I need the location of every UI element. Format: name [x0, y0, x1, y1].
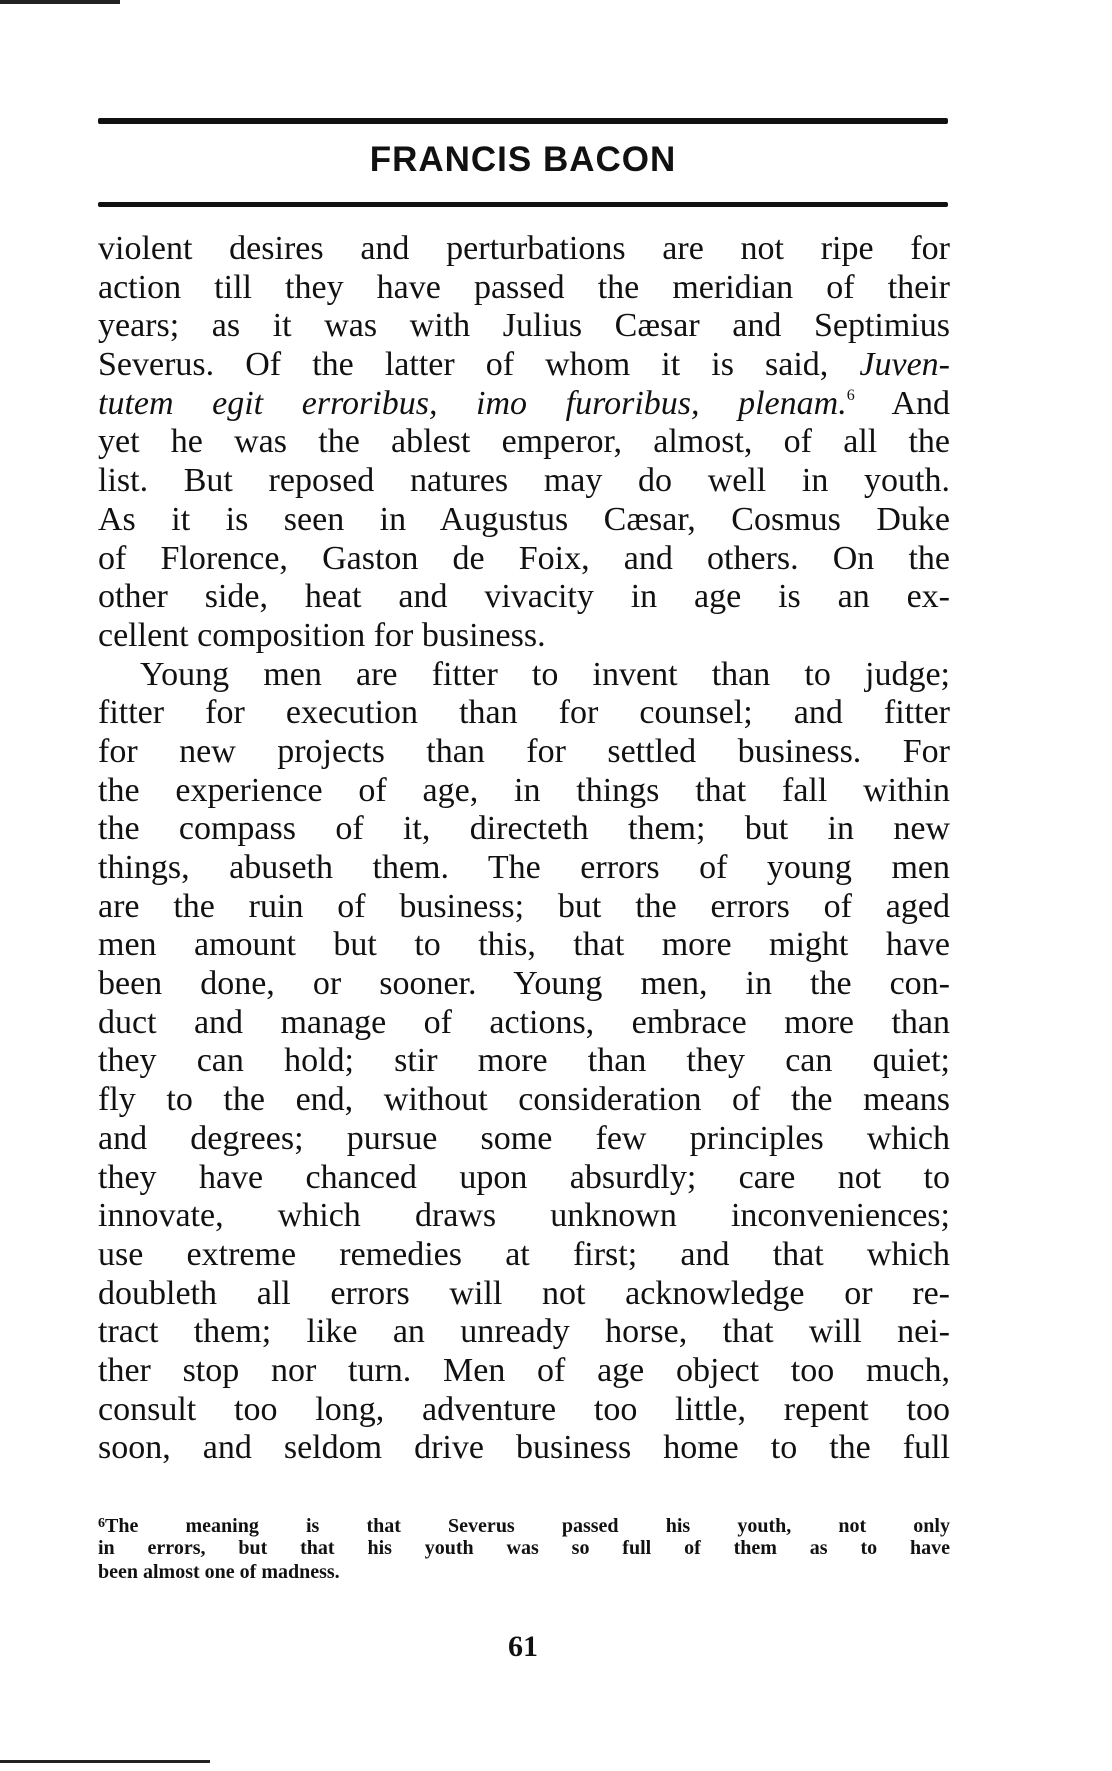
- text-line: other side, heat and vivacity in age is an ex-: [98, 578, 950, 616]
- latin-quote: Juven-: [859, 346, 951, 384]
- scan-edge-mark-bottom: [0, 1760, 210, 1763]
- text-line: duct and manage of actions, embrace more than: [98, 1003, 950, 1041]
- text-segment: And: [891, 384, 951, 422]
- text-line: the compass of it, directeth them; but in new: [98, 810, 950, 848]
- text-line: soon, and seldom drive business home to the full: [98, 1429, 950, 1467]
- text-line: [98, 346, 950, 385]
- text-line: for new projects than for settled business. For: [98, 732, 950, 770]
- text-line: cellent composition for business.: [98, 616, 546, 654]
- text-line: the experience of age, in things that fall within: [98, 771, 950, 809]
- footnote-line: [98, 1512, 950, 1536]
- header-rule-bottom: [98, 202, 948, 207]
- running-head: FRANCIS BACON: [369, 140, 677, 179]
- text-line: are the ruin of business; but the errors of aged: [98, 887, 950, 925]
- scan-edge-mark-top: [0, 0, 120, 4]
- text-line: list. But reposed natures may do well in youth.: [98, 462, 950, 500]
- footnote: [98, 1512, 950, 1584]
- body-text: [98, 230, 950, 1468]
- text-line: of Florence, Gaston de Foix, and others. On the: [98, 539, 950, 577]
- latin-quote: tutem egit erroribus, imo furoribus, plenam.: [98, 384, 847, 422]
- text-line: use extreme remedies at first; and that which: [98, 1235, 950, 1273]
- text-line: ther stop nor turn. Men of age object too much,: [98, 1351, 950, 1389]
- text-line: men amount but to this, that more might have: [98, 926, 950, 964]
- text-line: yet he was the ablest emperor, almost, of all the: [98, 423, 950, 461]
- text-line: doubleth all errors will not acknowledge or re-: [98, 1274, 950, 1312]
- text-line: consult too long, adventure too little, repent too: [98, 1390, 950, 1428]
- footnote-mark: 6: [98, 1516, 105, 1531]
- footnote-line: in errors, but that his youth was so full of them as to have: [98, 1537, 950, 1559]
- text-line: action till they have passed the meridian of their: [98, 268, 950, 306]
- footnote-reference: 6: [846, 386, 855, 404]
- footnote-line: been almost one of madness.: [98, 1561, 340, 1583]
- text-line: they have chanced upon absurdly; care not to: [98, 1158, 950, 1196]
- text-line: innovate, which draws unknown inconveniences;: [98, 1197, 950, 1235]
- header-rule-top: [98, 118, 948, 124]
- text-line: tract them; like an unready horse, that will nei-: [98, 1313, 950, 1351]
- text-line: they can hold; stir more than they can quiet;: [98, 1042, 950, 1080]
- text-line: fitter for execution than for counsel; and fitter: [98, 694, 950, 732]
- text-line: violent desires and perturbations are not ripe for: [98, 230, 950, 267]
- page-number: 61: [508, 1630, 538, 1663]
- paragraph-first-line: Young men are fitter to invent than to judge;: [140, 655, 950, 693]
- text-line: things, abuseth them. The errors of young men: [98, 849, 950, 886]
- text-line: and degrees; pursue some few principles which: [98, 1119, 950, 1157]
- text-line: [98, 385, 950, 424]
- text-line: been done, or sooner. Young men, in the con-: [98, 965, 950, 1003]
- text-segment: Severus. Of the latter of whom it is said,: [98, 346, 829, 384]
- footnote-text: The meaning is that Severus passed his youth, not only: [105, 1515, 950, 1537]
- text-line: As it is seen in Augustus Cæsar, Cosmus Duke: [98, 500, 950, 538]
- text-line: years; as it was with Julius Cæsar and Septimius: [98, 307, 950, 345]
- text-line: fly to the end, without consideration of the means: [98, 1081, 950, 1119]
